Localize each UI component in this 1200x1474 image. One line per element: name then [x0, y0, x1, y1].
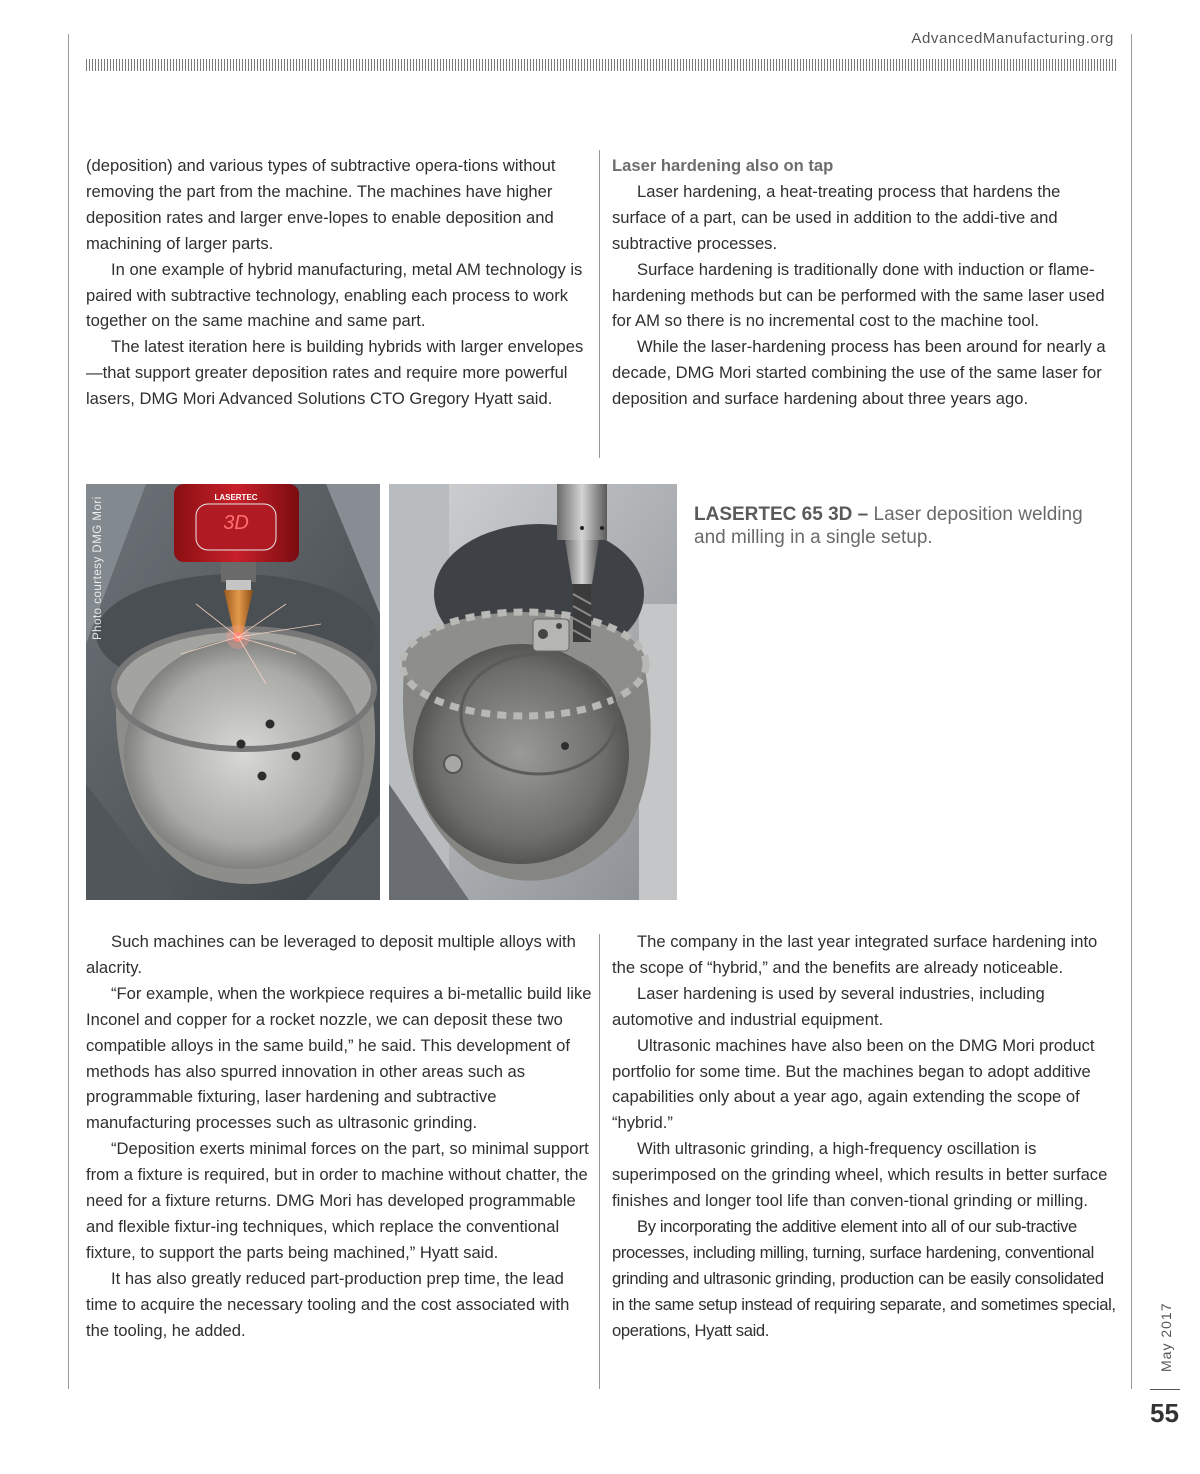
machine-brand-label: LASERTEC — [214, 493, 258, 502]
paragraph: Ultrasonic machines have also been on the DMG Mori product portfolio for some time. But the machines began to adopt additive capabilities only about a year ago, again extending the scope of “hybrid.” — [612, 1035, 1095, 1133]
figure-caption — [694, 503, 1094, 549]
paragraph: With ultrasonic grinding, a high-frequency oscillation is superimposed on the grinding wheel, which results in better surface finishes and longer tool life than conven-tional grinding or milling. — [612, 1139, 1108, 1211]
paragraph: (deposition) and various types of subtractive opera-tions without removing the part from the machine. The machines have higher deposition rates and larger enve-lopes to enable deposition and machining of larger parts. — [86, 156, 556, 253]
photo-credit: Photo courtesy DMG Mori — [92, 496, 104, 640]
photo-laser-deposition — [86, 484, 380, 900]
section-heading: Laser hardening also on tap — [612, 156, 834, 175]
caption-text: Laser deposition welding and milling in a single setup. — [694, 504, 1083, 548]
paragraph: Laser hardening is used by several industries, including automotive and industrial equipment. — [612, 983, 1045, 1029]
paragraph: “Deposition exerts minimal forces on the part, so minimal support from a fixture is required, but in order to machine without chatter, the need for a fixture returns. DMG Mori has developed programmable and flexible fixtur-ing techniques, which replace the conventional fixture, to support the parts being machined,” Hyatt said. — [86, 1139, 589, 1262]
column-top-right — [612, 153, 1118, 412]
column-divider-top — [599, 150, 600, 458]
page-margin-rule-left — [68, 34, 69, 1389]
header-hatch-bar — [86, 59, 1116, 71]
site-url: AdvancedManufacturing.org — [911, 30, 1114, 47]
column-top-left — [86, 153, 592, 412]
column-divider-bottom — [599, 934, 600, 1389]
machine-badge-label: 3D — [223, 512, 249, 534]
column-bottom-left — [86, 929, 592, 1344]
caption-title: LASERTEC 65 3D – — [694, 504, 869, 525]
page-margin-rule-right — [1131, 34, 1132, 1389]
column-bottom-right — [612, 929, 1118, 1344]
paragraph: While the laser-hardening process has been around for nearly a decade, DMG Mori started combining the use of the same laser for deposition and surface hardening about three years ago. — [612, 337, 1106, 409]
paragraph: Such machines can be leveraged to deposit multiple alloys with alacrity. — [86, 932, 576, 977]
paragraph: “For example, when the workpiece requires a bi-metallic build like Inconel and copper for a rocket nozzle, we can deposit these two compatible alloys in the same build,” he said. This development of methods has also spurred innovation in other areas such as programmable fixturing, laser hardening and subtractive manufacturing processes such as ultrasonic grinding. — [86, 983, 592, 1133]
paragraph: Surface hardening is traditionally done with induction or flame-hardening methods but can be performed with the same laser used for AM so there is no incremental cost to the machine tool. — [612, 259, 1105, 331]
photo-milled-part — [389, 484, 677, 900]
page-number: 55 — [1150, 1398, 1179, 1428]
paragraph: In one example of hybrid manufacturing, metal AM technology is paired with subtractive technology, enabling each process to work together on the same machine and same part. — [86, 259, 583, 331]
paragraph: By incorporating the additive element into all of our sub-tractive processes, including milling, turning, surface hardening, conventional grinding and ultrasonic grinding, production can be easily consolidated in the same setup instead of requiring separate, and sometimes special, operations, Hyatt said. — [612, 1216, 1116, 1340]
paragraph: Laser hardening, a heat-treating process that hardens the surface of a part, can be used in addition to the addi-tive and subtractive processes. — [612, 181, 1061, 253]
paragraph: The latest iteration here is building hybrids with larger envelopes—that support greater deposition rates and require more powerful lasers, DMG Mori Advanced Solutions CTO Gregory Hyatt said. — [86, 337, 584, 409]
paragraph: The company in the last year integrated surface hardening into the scope of “hybrid,” and the benefits are already noticeable. — [612, 932, 1098, 977]
footer-rule — [1150, 1389, 1180, 1390]
issue-date: May 2017 — [1158, 1302, 1174, 1372]
paragraph: It has also greatly reduced part-production prep time, the lead time to acquire the necessary tooling and the cost associated with the tooling, he added. — [86, 1268, 570, 1340]
